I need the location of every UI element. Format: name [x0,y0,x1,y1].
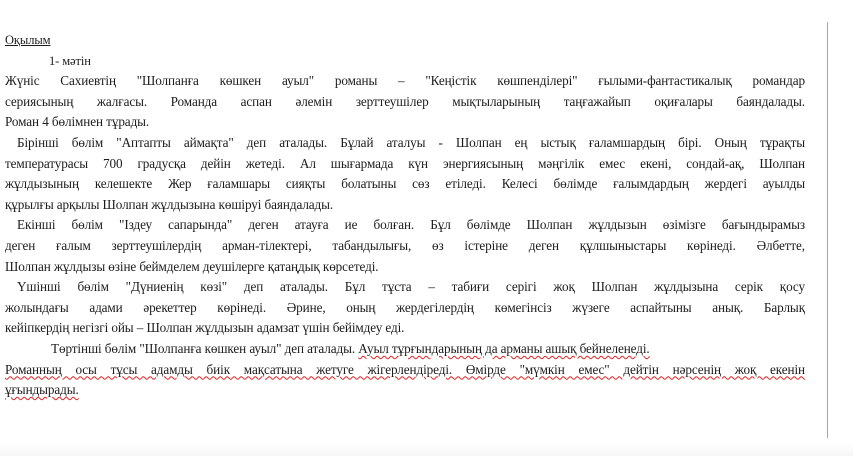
paragraph-1-line-3: Роман 4 бөлімнен тұрады. [5,114,150,130]
paragraph-2-line-2: температурасы 700 градусқа дейін жетеді. Ал шығармада күн энергиясының мәңгілік емес екені, сондай-ақ, Шолпан [5,155,805,171]
paragraph-3-line-1: Екінші бөлім "Іздеу сапарында" деген атауға ие болған. Бұл бөлімде Шолпан жұлдызын өзімізге бағындырамыз [17,217,805,233]
paragraph-5-lead: Төртінші бөлім "Шолпанға көшкен ауыл" деп аталады. [51,340,359,356]
paragraph-4-line-1: Үшінші бөлім "Дүниенің көзі" деп аталады. Бұл тұста – табиғи серігі жоқ Шолпан жұлдызына серік қосу [17,279,805,295]
paragraph-5-line-1 [5,339,805,360]
text-number-heading: 1- мәтін [49,53,91,68]
paragraph-3-line-3: Шолпан жұлдызы өзіне беймделем деушілерге қатаңдық көрсетеді. [5,258,379,274]
paragraph-5-line-3: ұғындырады. [5,382,79,398]
paragraph-3-line-2: деген ғалым зерттеушілердің арман-тілектері, табандылығы, өз істеріне деген құлшыныстары көрінеді. Әлбетте, [5,237,805,253]
paragraph-1-line-1: Жүніс Сахиевтің "Шолпанға көшкен ауыл" романы – "Кеңістік көшпенділері" ғылыми-фантастикалық романдар [5,73,805,89]
page-bottom-edge [0,444,853,456]
paragraph-1-line-2: сериясының жалғасы. Романда аспан әлемін зерттеушілер мықтыларының таңғажайып оқиғалары баяндалады. [5,93,805,109]
paragraph-2-line-3: жұлдызының келешекте Жер ғаламшары сияқты болатыны сөз етіледі. Келесі бөлімде ғалымдардың жердегі ауылды [5,176,805,192]
paragraph-5-lead-marked: Ауыл тұрғындарының да арманы ашық бейнеленеді. [358,340,650,356]
paragraph-2-line-1: Бірінші бөлім "Аптапты аймақта" деп аталады. Бұлай аталуы - Шолпан ең ыстық ғаламшардың бірі. Оның тұрақты [17,134,805,150]
paragraph-5-line-2: Романның осы тұсы адамды биік мақсатына жетуге жігерлендіреді. Өмірде "мүмкін емес" дейтін нәрсенің жоқ екенін [5,361,805,377]
document-body [5,30,805,401]
paragraph-4-line-3: кейіпкердің негізгі ойы – Шолпан жұлдызын адамзат үшін бейімдеу еді. [5,320,405,336]
paragraph-2-line-4: құрылғы арқылы Шолпан жұлдызына көшіруі баяндалады. [5,196,334,212]
section-heading: Оқылым [5,33,51,47]
paragraph-4-line-2: жолындағы адами әрекеттер көрінеді. Әрине, оның жердегілердің көмегінсіз жүзеге аспайтыны анық. Барлық [5,299,805,315]
page-margin-line [827,22,828,438]
